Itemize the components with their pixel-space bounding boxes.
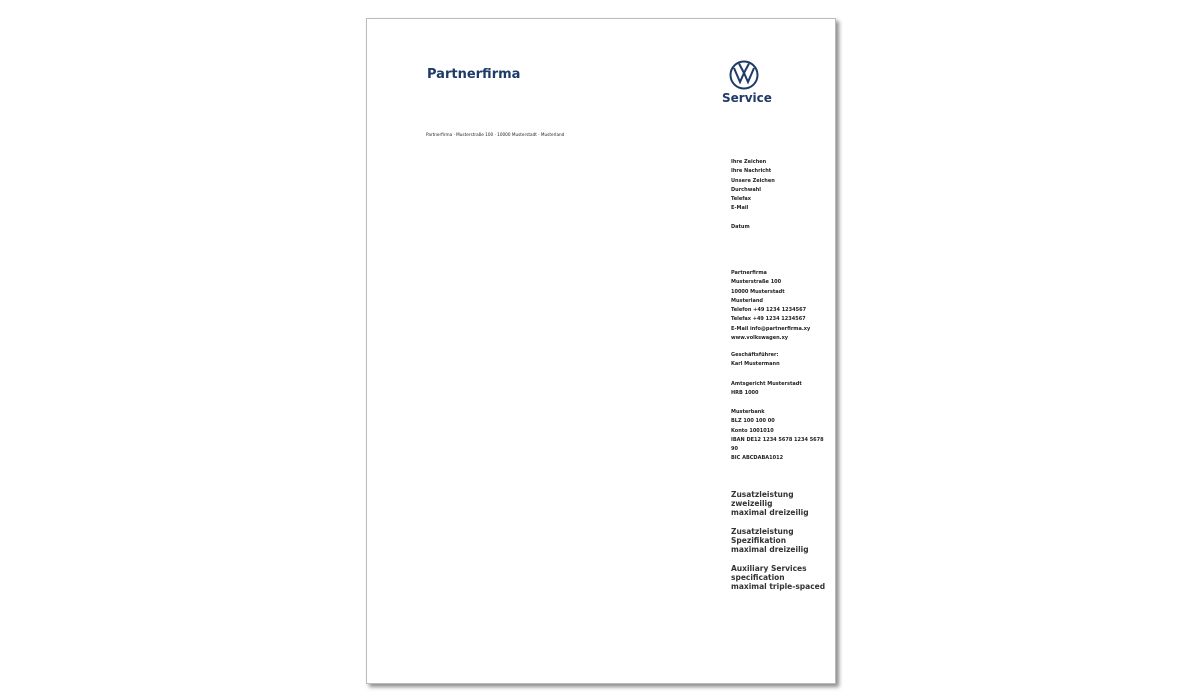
- register-line: Amtsgericht Musterstadt: [731, 381, 802, 387]
- service-block: [731, 564, 825, 591]
- bank-line: BLZ 100 100 00: [731, 418, 775, 425]
- contact-line: Musterstraße 100: [731, 279, 782, 286]
- bank-block: [731, 408, 824, 464]
- bank-line: Konto 1001010: [731, 427, 774, 434]
- service-line: Zusatzleistung: [731, 527, 794, 536]
- ref-label: Ihre Zeichen: [731, 159, 767, 165]
- management-line: Karl Mustermann: [731, 361, 780, 368]
- ref-label: Telefax: [731, 196, 752, 203]
- contact-line: E-Mail info@partnerfirma.xy: [731, 325, 811, 332]
- bank-line: Musterbank: [731, 409, 765, 415]
- service-line: maximal dreizeilig: [731, 545, 809, 554]
- ref-label: Durchwahl: [731, 186, 761, 193]
- vw-logo-icon: [729, 60, 759, 90]
- service-line: Spezifikation: [731, 536, 787, 545]
- bank-line: BIC ABCDABA1012: [731, 455, 784, 462]
- service-block: [731, 527, 809, 554]
- service-line: Auxiliary Services: [731, 564, 807, 573]
- contact-block: [731, 269, 810, 343]
- contact-line: 10000 Musterstadt: [731, 288, 785, 295]
- ref-label: E-Mail: [731, 205, 749, 212]
- service-line: maximal triple-spaced: [731, 582, 826, 591]
- date-label: Datum: [731, 224, 750, 230]
- sender-line: Partnerfirma · Musterstraße 100 · 10000 Musterstadt · Musterland: [426, 132, 565, 137]
- management-line: Geschäftsführer:: [731, 352, 779, 358]
- service-line: Zusatzleistung: [731, 490, 794, 499]
- service-line: zweizeilig: [731, 499, 773, 508]
- ref-label: Ihre Nachricht: [731, 168, 772, 175]
- contact-line: Partnerfirma: [731, 270, 767, 276]
- contact-line: Telefon +49 1234 1234567: [731, 307, 807, 314]
- management-block: [731, 351, 780, 370]
- bank-line: 90: [731, 446, 738, 453]
- ref-label: Unsere Zeichen: [731, 177, 775, 184]
- service-line: specification: [731, 573, 785, 582]
- bank-line: IBAN DE12 1234 5678 1234 5678: [731, 436, 824, 443]
- service-line: maximal dreizeilig: [731, 508, 809, 517]
- contact-line: Musterland: [731, 297, 763, 304]
- letterhead-page: [366, 18, 836, 684]
- company-name: Partnerfirma: [427, 67, 521, 82]
- register-line: HRB 1000: [731, 390, 759, 397]
- logo-service-text: Service: [722, 91, 772, 105]
- register-block: [731, 380, 802, 399]
- service-block: [731, 490, 809, 517]
- contact-line: www.volkswagen.xy: [731, 335, 789, 342]
- contact-line: Telefax +49 1234 1234567: [731, 316, 806, 323]
- reference-block: [731, 158, 775, 214]
